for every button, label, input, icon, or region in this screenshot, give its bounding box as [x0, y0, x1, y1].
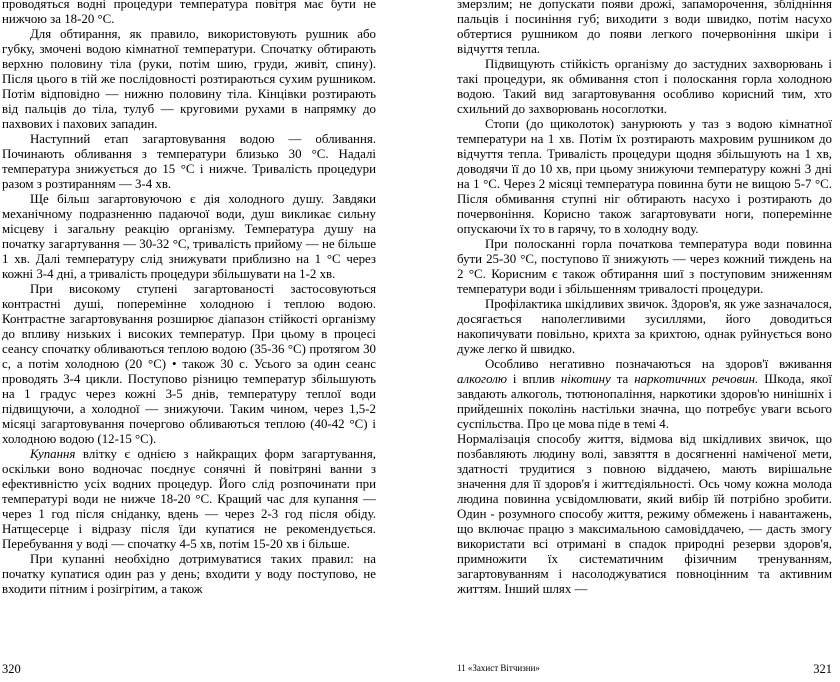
paragraph-body: та [610, 372, 635, 386]
emphasis-term: Купання [30, 447, 76, 461]
paragraph: Наступний етап загартовування водою — обливання. Починають обливання з температури близько 30 °С. Надалі температура знижується до 15 °С і нижче. Тривалість процедури разом з розтиранням — 3-4 хв. [2, 132, 376, 191]
paragraph: При купанні необхідно дотримуватися таких правил: на початку купатися один раз у день; входити у воду поступово, не входити пітним і розігрітим, а також [2, 552, 376, 596]
emphasis-term: наркотичних речовин. [634, 372, 759, 386]
signature-mark: 11 «Захист Вітчизни» [457, 663, 540, 673]
paragraph [2, 447, 376, 552]
paragraph [457, 357, 832, 432]
paragraph: Нормалізація способу життя, відмова від шкідливих звичок, що позбавляють людину волі, завзяття в досягненні наміченої мети, здатності трудитися з повною віддачею, мають вирішальне значення для її здоров'я і життєдіяльності. Ось чому кожна молода людина повинна усвідомлювати, який вибір їй потрібно зробити. Один - розумного способу життя, режиму обмежень і навантажень, що включає працю з максимальною самовіддачею, — дасть змогу використати всі отримані в спадок природні резерви здоров'я, примножити їх систематичним фізичним тренуванням, загартовуванням і насолоджуватися повноцінним та активним життям. Інший шлях — [457, 432, 832, 596]
paragraph: Підвищують стійкість організму до застудних захворювань і такі процедури, як обмивання стоп і полоскання горла холодною водою. Такий вид загартовування особливо корисний тим, хто схильний до захворювань носоглотки. [457, 57, 832, 116]
paragraph-body: влітку є однією з найкращих форм загартування, оскільки воно водночас поєднує сонячні й повітряні ванни з ефективністю усіх водних процедур. Його слід розпочинати при температурі води не нижче 18-20 °С. Кращий час для купання — через 1 год після сніданку, вдень — через 2-3 год після обіду. Натщесерце і відразу після їди купатися не рекомендується. Перебування у воді — спочатку 4-5 хв, потім 15-20 хв і більше. [2, 447, 376, 551]
paragraph-body: і вплив [506, 372, 561, 386]
paragraph: При полосканні горла початкова температура води повинна бути 25-30 °С, поступово її знижують — через кожний тиждень на 2 °С. Корисним є також обтирання шиї з поступовим зниженням температури води і збільшенням тривалості процедури. [457, 237, 832, 296]
paragraph-body: Шкода, якої завдають алкоголь, тютюнопаління, наркотики здоров'ю нинішніх і прийдешніх поколінь настільки значна, що потребує уваги всього суспільства. Про це мова піде в темі 4. [457, 372, 832, 431]
right-page-text [457, 0, 832, 597]
paragraph: Профілактика шкідливих звичок. Здоров'я, як уже зазначалося, досягається наполегливими зусиллями, його доводиться накопичувати повільно, крихта за крихтою, однак руйнується воно дуже легко й швидко. [457, 297, 832, 356]
paragraph: Для обтирання, як правило, використовують рушник або губку, змочені водою кімнатної температури. Спочатку обтирають верхню половину тіла (руки, потім шию, груди, живіт, спину). Після цього в тій же послідовності розтираються сухим рушником. Потім відповідно — нижню половину тіла. Кінцівки розтирають від пальців до тіла, тулуб — круговими рухами в напрямку до пахвових і пахових западин. [2, 27, 376, 131]
paragraph: змерзлим; не допускати появи дрожі, запаморочення, зблідніння пальців і посиніння губ; виходити з води швидко, потім насухо обтертися рушником до появи легкого почервоніння шкіри і відчуття тепла. [457, 0, 832, 56]
paragraph: При високому ступені загартованості застосовуються контрастні душі, поперемінне холодною і теплою водою. Контрастне загартовування розширює діапазон стійкості організму до впливу низьких і високих температур. При цьому в процесі сеансу спочатку обливаються теплою водою (35-36 °С) протягом 30 с, а потім холодною (20 °С) • також 30 с. Усього за один сеанс проводять 3-4 цикли. Поступово різницю температур збільшують на 1 градус через кожні 3-5 днів, температуру теплої води підвищуючи, а холодної — знижуючи. Таким чином, через 1,5-2 місяці загартовування почергово обливаються теплою (40-42 °С) і холодною водою (12-15 °С). [2, 282, 376, 446]
right-page [425, 0, 840, 682]
paragraph: проводяться водні процедури температура повітря має бути не нижчою за 18-20 °С. [2, 0, 376, 26]
paragraph-body: Особливо негативно позначаються на здоров'ї вживання [485, 357, 832, 371]
paragraph: Стопи (до щиколоток) занурюють у таз з водою кімнатної температури на 1 хв. Потім їх розтирають махровим рушником до відчуття тепла. Тривалість процедури щодня збільшують на 1 хв, доводячи її до 10 хв, при цьому знижуючи температуру кожні 3 дні на 1 °С. Через 2 місяці температура повинна бути не вищою 5-7 °С. Після обмивання ступні ніг обтирають насухо і розтирають до почервоніння. Корисно також загартовувати ноги, поперемінне опускаючи їх то в гарячу, то в холодну воду. [457, 117, 832, 236]
paragraph: Ще більш загартовуючою є дія холодного душу. Завдяки механічному подразненню падаючої води, душ викликає сильну місцеву і загальну реакцію організму. Температура душу на початку загартування — 30-32 °С, тривалість прийому — не більше 1 хв. Далі температуру слід знижувати приблизно на 1 °С через кожні 3-4 дні, а тривалість процедури збільшувати на 1-2 хв. [2, 192, 376, 281]
left-page-text [2, 0, 376, 597]
emphasis-term: нікотину [560, 372, 611, 386]
page-number: 320 [2, 662, 21, 676]
page-number: 321 [813, 662, 832, 676]
emphasis-term: алкоголю [457, 372, 507, 386]
